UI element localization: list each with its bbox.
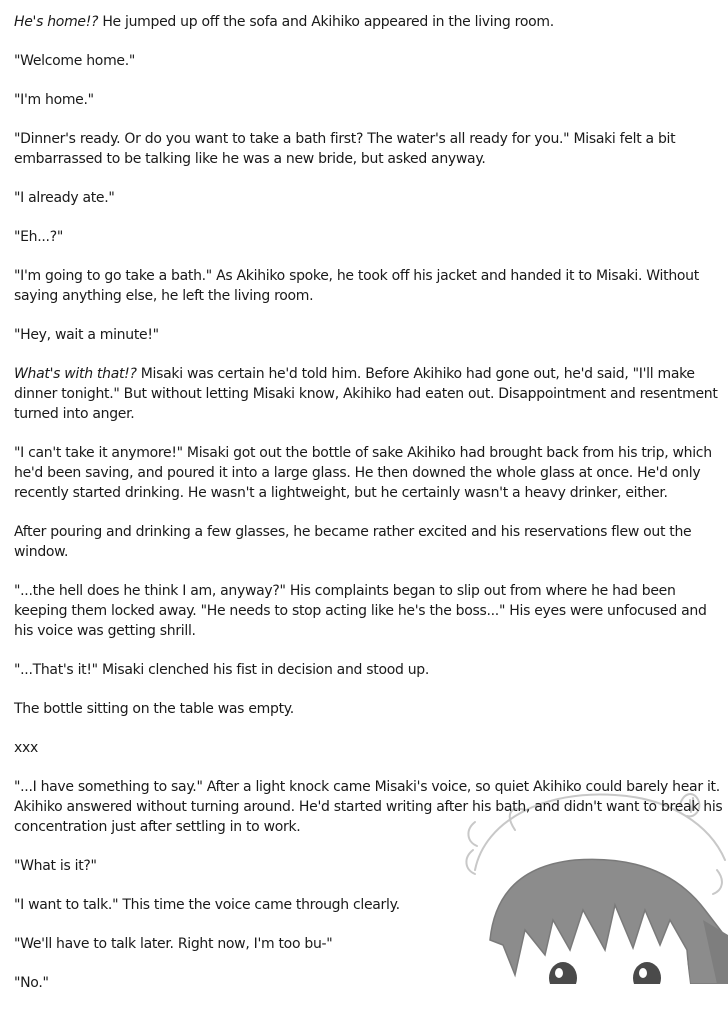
paragraph-10: "I can't take it anymore!" Misaki got out the bottle of sake Akihiko had brought back from his trip, which he'd been saving, and poured it into a large glass. He then downed the whole glass at once. He'd only recently started drinking. He wasn't a lightweight, but he certainly wasn't a heavy drinker, either. [14, 445, 712, 501]
paragraph-3: "I'm home." [14, 92, 94, 108]
paragraph-5: "I already ate." [14, 190, 115, 206]
paragraph-11: After pouring and drinking a few glasses, he became rather excited and his reservations flew out the window. [14, 524, 692, 560]
scene-break: xxx [14, 740, 38, 756]
story-text [14, 12, 726, 1012]
paragraph-18: "I want to talk." This time the voice came through clearly. [14, 897, 400, 913]
paragraph-8: "Hey, wait a minute!" [14, 327, 159, 343]
italic-thought: He's home!? [14, 14, 99, 30]
paragraph-17: "What is it?" [14, 858, 97, 874]
paragraph-13: "...That's it!" Misaki clenched his fist in decision and stood up. [14, 662, 430, 678]
paragraph-2: "Welcome home." [14, 53, 136, 69]
paragraph-14: The bottle sitting on the table was empty. [14, 701, 294, 717]
paragraph-16: "...I have something to say." After a light knock came Misaki's voice, so quiet Akihiko could barely hear it. Akihiko answered without turning around. He'd started writing after his bath, and didn't want to break his concentration just after settling in to work. [14, 779, 723, 835]
italic-thought: What's with that!? [14, 366, 137, 382]
paragraph-6: "Eh...?" [14, 229, 63, 245]
paragraph-19: "We'll have to talk later. Right now, I'm too bu-" [14, 936, 333, 952]
paragraph-9: What's with that!? Misaki was certain he'd told him. Before Akihiko had gone out, he'd said, "I'll make dinner tonight." But without letting Misaki know, Akihiko had eaten out. Disappointment and resentment turned into anger. [14, 366, 718, 422]
paragraph-7: "I'm going to go take a bath." As Akihiko spoke, he took off his jacket and handed it to Misaki. Without saying anything else, he left the living room. [14, 268, 699, 304]
paragraph-4: "Dinner's ready. Or do you want to take a bath first? The water's all ready for you." Misaki felt a bit embarrassed to be talking like he was a new bride, but asked anyway. [14, 131, 676, 167]
paragraph-12: "...the hell does he think I am, anyway?" His complaints began to slip out from where he had been keeping them locked away. "He needs to stop acting like he's the boss..." His eyes were unfocused and his voice was getting shrill. [14, 583, 707, 639]
paragraph-20: "No." [14, 975, 49, 991]
paragraph-1: He's home!? He jumped up off the sofa and Akihiko appeared in the living room. [14, 14, 554, 30]
